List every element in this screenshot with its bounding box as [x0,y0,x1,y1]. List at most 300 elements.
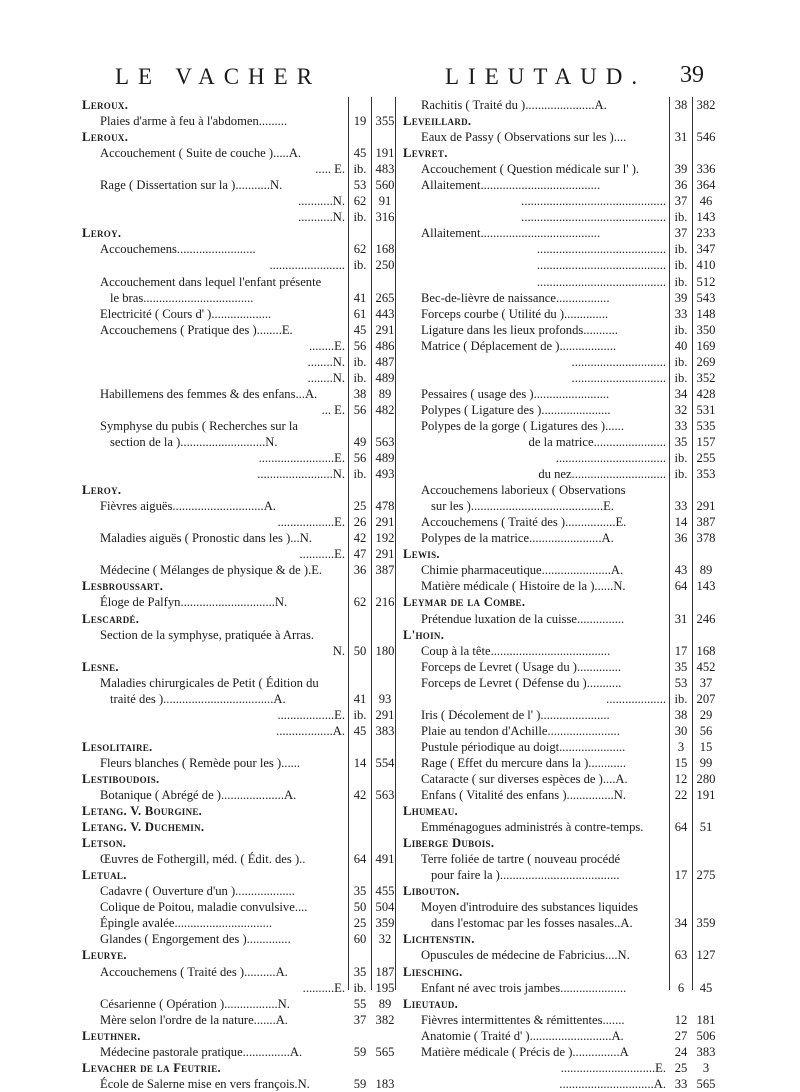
entry-page: 291 [375,547,395,562]
entry-tome: 27 [674,1028,688,1043]
entry-tome: 41 [353,691,367,706]
index-entry [403,611,719,627]
entry-title: Rage ( Effet du mercure dans la )............ [421,755,627,770]
index-entry [403,482,719,498]
entry-page: 168 [696,643,716,658]
entry-page: 192 [375,531,395,546]
entry-page: 483 [375,162,395,177]
index-entry [82,161,398,177]
entry-title: du nez.............................. [538,467,666,482]
index-entry [82,450,398,466]
entry-title: Coup à la tête...................................... [421,643,611,658]
entry-page: 531 [696,402,716,417]
entry-title: ........................ [269,258,345,273]
index-entry [403,851,719,867]
index-entry [403,562,719,578]
entry-page: 387 [696,515,716,530]
entry-title: section de la )...........................N. [110,434,278,449]
entry-title: Fleurs blanches ( Remède pour les )...... [100,755,301,770]
index-entry [82,274,398,290]
entry-title: sur les )..........................................E. [431,499,614,514]
entry-tome: 34 [674,916,688,931]
index-entry [82,354,398,370]
author-name: Lesolitaire. [82,739,153,754]
index-entry [82,193,398,209]
index-entry [82,306,398,322]
index-entry [82,257,398,273]
entry-title: le bras................................... [110,290,254,305]
entry-page: 387 [375,563,395,578]
index-entry [403,274,719,290]
entry-tome: 56 [353,402,367,417]
entry-tome: 64 [674,579,688,594]
entry-title: ...........N. [298,194,345,209]
author-name: Levacher de la Feutrie. [82,1060,221,1075]
entry-title: Césarienne ( Opération ).................N. [100,996,290,1011]
entry-page: 143 [696,579,716,594]
entry-tome: 56 [353,451,367,466]
index-entry [82,402,398,418]
entry-tome: 63 [674,948,688,963]
author-heading [82,578,398,594]
entry-tome: 33 [674,499,688,514]
entry-tome: 50 [353,900,367,915]
author-heading [403,627,719,643]
entry-tome: 33 [674,306,688,321]
index-entry [403,498,719,514]
entry-title: ........N. [307,354,345,369]
entry-tome: 40 [674,338,688,353]
entry-page: 512 [696,274,716,289]
entry-page: 546 [696,130,716,145]
entry-tome: 37 [674,194,688,209]
index-entry [82,338,398,354]
entry-title: ..............................E. [560,1060,666,1075]
entry-tome: 35 [353,884,367,899]
entry-page: 246 [696,611,716,626]
entry-tome: 36 [353,563,367,578]
author-heading [403,931,719,947]
entry-page: 491 [375,852,395,867]
entry-page: 378 [696,531,716,546]
entry-tome: 45 [353,322,367,337]
entry-tome: 26 [353,515,367,530]
entry-page: 89 [378,996,392,1011]
author-heading [82,482,398,498]
author-name: Libouton. [403,884,460,899]
index-entry [82,241,398,257]
entry-title: Prétendue luxation de la cuisse............... [421,611,625,626]
index-entry [82,931,398,947]
entry-page: 563 [375,788,395,803]
entry-page: 148 [696,306,716,321]
entry-title: Médecine pastorale pratique...............A. [100,1044,303,1059]
entry-page: 15 [699,739,713,754]
entry-tome: 62 [353,242,367,257]
entry-page: 99 [699,755,713,770]
author-heading [82,835,398,851]
entry-page: 291 [375,707,395,722]
entry-title: N. [332,643,345,658]
index-entry [403,739,719,755]
index-entry [82,562,398,578]
entry-tome: 6 [677,980,685,995]
entry-page: 535 [696,418,716,433]
author-heading [82,129,398,145]
index-entry [82,113,398,129]
entry-title: Emménagogues administrés à contre-temps. [421,820,644,835]
index-entry [403,771,719,787]
author-heading [82,97,398,113]
index-entry [82,1012,398,1028]
entry-tome: ib. [353,980,367,995]
author-heading [82,819,398,835]
entry-title: Accouchement ( Suite de couche ).....A. [100,146,302,161]
entry-page: 181 [696,1012,716,1027]
entry-page: 383 [375,723,395,738]
entry-title: Forceps de Levret ( Usage du ).............. [421,659,622,674]
entry-page: 291 [375,322,395,337]
entry-title: ......................................... [536,258,666,273]
entry-page: 410 [696,258,716,273]
entry-title: Forceps courbe ( Utilité du ).............. [421,306,609,321]
entry-page: 489 [375,370,395,385]
entry-tome: 33 [674,418,688,433]
entry-page: 506 [696,1028,716,1043]
author-name: Liberge Dubois. [403,836,495,851]
entry-title: dans l'estomac par les fosses nasales..A. [431,916,633,931]
entry-tome: 33 [674,1076,688,1091]
entry-tome: 39 [674,162,688,177]
entry-tome: 31 [674,611,688,626]
index-entry [82,322,398,338]
entry-tome: 14 [353,755,367,770]
entry-page: 45 [699,980,713,995]
entry-title: ................................... [555,451,666,466]
entry-title: Allaitement...................................... [421,178,601,193]
index-entry [403,450,719,466]
author-name: Leuthner. [82,1028,141,1043]
entry-tome: 41 [353,290,367,305]
entry-title: Rachitis ( Traité du )......................A. [421,98,607,112]
entry-tome: 39 [674,290,688,305]
entry-title: Ligature dans les lieux profonds........... [421,322,618,337]
entry-page: 352 [696,370,716,385]
index-entry [403,290,719,306]
index-entry [82,691,398,707]
author-heading [82,1028,398,1044]
index-entry [403,514,719,530]
index-entry [403,193,719,209]
author-heading [82,659,398,675]
index-entry [82,1076,398,1092]
entry-title: Accouchemens ( Pratique des )........E. [100,322,293,337]
entry-page: 93 [378,691,392,706]
entry-title: ..... E. [315,162,345,177]
author-name: Lichtenstin. [403,932,475,947]
author-heading [403,964,719,980]
index-entry [82,915,398,931]
entry-tome: 19 [353,114,367,129]
entry-title: ...........N. [298,210,345,225]
index-entry [403,354,719,370]
entry-title: Matière médicale ( Précis de )...............A [421,1044,629,1059]
entry-tome: ib. [353,162,367,177]
author-name: Liesching. [403,964,463,979]
running-head-left: LE VACHER [115,64,322,89]
entry-page: 183 [375,1076,395,1091]
entry-page: 336 [696,162,716,177]
index-entry [403,402,719,418]
entry-tome: 64 [353,852,367,867]
index-entry [403,787,719,803]
entry-tome: 3 [677,739,685,754]
index-entry [403,257,719,273]
index-entry [82,466,398,482]
index-entry [82,209,398,225]
index-entry [403,418,719,434]
entry-tome: 22 [674,788,688,803]
entry-title: ......................................... [536,242,666,257]
entry-tome: ib. [353,210,367,225]
entry-page: 347 [696,242,716,257]
entry-page: 89 [378,386,392,401]
author-heading [82,867,398,883]
entry-page: 195 [375,980,395,995]
author-name: Lesbroussart. [82,579,164,594]
index-entry [403,466,719,482]
index-entry [82,899,398,915]
index-entry [82,177,398,193]
entry-title: Cataracte ( sur diverses espèces de )....A. [421,771,628,786]
entry-tome: ib. [674,467,688,482]
index-entry [82,594,398,610]
entry-page: 265 [375,290,395,305]
author-heading [82,771,398,787]
index-entry [82,707,398,723]
entry-tome: 42 [353,788,367,803]
author-name: Leroy. [82,483,122,498]
author-name: Leurye. [82,948,127,963]
entry-tome: 37 [353,1012,367,1027]
entry-title: Polypes de la gorge ( Ligatures des )...... [421,418,624,433]
entry-title: Plaie au tendon d'Achille....................... [421,723,620,738]
index-entry [82,627,398,643]
entry-title: de la matrice....................... [528,434,666,449]
entry-title: Plaies d'arme à feu à l'abdomen......... [100,114,288,129]
entry-page: 291 [696,499,716,514]
entry-tome: 35 [353,964,367,979]
entry-tome: 42 [353,531,367,546]
entry-title: Médecine ( Mélanges de physique & de ).E. [100,563,323,578]
entry-title: Accouchemens......................... [100,242,256,257]
entry-page: 353 [696,467,716,482]
entry-page: 157 [696,434,716,449]
author-heading [82,739,398,755]
entry-page: 32 [378,932,392,947]
entry-title: Matrice ( Déplacement de ).................. [421,338,617,353]
entry-tome: ib. [674,370,688,385]
entry-tome: 45 [353,723,367,738]
entry-title: .............................. [571,370,666,385]
entry-page: 143 [696,210,716,225]
index-entry [403,386,719,402]
entry-title: Cadavre ( Ouverture d'un )................... [100,884,295,899]
index-entry [403,306,719,322]
author-heading [403,113,719,129]
author-heading [403,546,719,562]
entry-page: 560 [375,178,395,193]
entry-page: 382 [375,1012,395,1027]
entry-title: Iris ( Décolement de l' )...................... [421,707,610,722]
index-entry [82,675,398,691]
author-name: Leveillard. [403,114,472,129]
entry-title: Accouchement dans lequel l'enfant présente [100,274,322,289]
index-entry [403,1076,719,1092]
entry-page: 382 [696,98,716,112]
entry-title: Maladies chirurgicales de Petit ( Édition du [100,675,319,690]
index-entry [403,225,719,241]
entry-title: Bec-de-lièvre de naissance................. [421,290,610,305]
entry-page: 355 [375,114,395,129]
entry-title: Fièvres intermittentes & rémittentes....... [421,1012,625,1027]
entry-title: Fièvres aiguës.............................A. [100,499,276,514]
index-entry [82,643,398,659]
entry-title: Botanique ( Abrégé de )....................A. [100,788,297,803]
entry-page: 486 [375,338,395,353]
entry-page: 291 [375,515,395,530]
entry-title: Anatomie ( Traité d' )..........................A. [421,1028,624,1043]
entry-page: 554 [375,755,395,770]
entry-tome: ib. [353,707,367,722]
entry-tome: 61 [353,306,367,321]
index-entry [403,97,719,113]
entry-tome: 55 [353,996,367,1011]
index-entry [403,867,719,883]
index-entry [403,1028,719,1044]
author-name: Lewis. [403,547,440,562]
entry-title: Enfant né avec trois jambes..................... [421,980,627,995]
entry-tome: ib. [674,451,688,466]
index-column-right [403,97,719,1092]
entry-title: Forceps de Levret ( Défense du )........... [421,675,622,690]
entry-title: Accouchemens laborieux ( Observations [421,483,626,498]
entry-title: Épingle avalée............................... [100,916,273,931]
author-heading [403,883,719,899]
index-entry [82,434,398,450]
entry-tome: ib. [674,242,688,257]
entry-title: Pessaires ( usage des )........................ [421,386,610,401]
author-name: Lestiboudois. [82,771,160,786]
entry-title: Habillemens des femmes & des enfans...A. [100,386,318,401]
running-head-right: LIEUTAUD. [445,64,647,89]
index-entry [403,241,719,257]
entry-tome: 56 [353,338,367,353]
entry-tome: 64 [674,820,688,835]
entry-page: 29 [699,707,713,722]
index-entry [82,980,398,996]
entry-tome: 60 [353,932,367,947]
index-entry [403,707,719,723]
entry-tome: 50 [353,643,367,658]
entry-page: 127 [696,948,716,963]
entry-title: ... E. [321,402,345,417]
entry-title: Mère selon l'ordre de la nature.......A. [100,1012,288,1027]
index-entry [82,370,398,386]
index-entry [82,145,398,161]
index-entry [82,883,398,899]
index-entry [403,947,719,963]
author-name: Lescardé. [82,611,140,626]
author-heading [403,145,719,161]
index-entry [403,980,719,996]
index-entry [82,723,398,739]
entry-title: Allaitement...................................... [421,226,601,241]
entry-title: ..........E. [302,980,345,995]
entry-title: Rage ( Dissertation sur la )...........N. [100,178,283,193]
entry-title: traité des )...................................A. [110,691,286,706]
entry-title: ........N. [307,370,345,385]
author-heading [82,1060,398,1076]
entry-title: ................... [606,691,666,706]
entry-title: École de Salerne mise en vers françois.N. [100,1076,310,1091]
entry-page: 350 [696,322,716,337]
index-entry [403,530,719,546]
index-entry [403,1044,719,1060]
entry-title: pour faire la )...................................... [431,868,620,883]
entry-tome: 59 [353,1044,367,1059]
entry-title: Electricité ( Cours d' )................... [100,306,272,321]
index-entry [82,1044,398,1060]
entry-title: ...........E. [299,547,345,562]
entry-tome: 17 [674,868,688,883]
entry-tome: ib. [674,322,688,337]
author-heading [82,225,398,241]
author-name: Leymar de la Combe. [403,595,526,610]
entry-page: 487 [375,354,395,369]
entry-page: 168 [375,242,395,257]
index-entry [403,578,719,594]
index-entry [403,675,719,691]
index-entry [82,418,398,434]
entry-tome: 49 [353,434,367,449]
entry-title: .............................................. [521,210,666,225]
entry-tome: 38 [353,386,367,401]
entry-title: Polypes ( Ligature des )...................... [421,402,611,417]
entry-page: 233 [696,226,716,241]
index-entry [403,755,719,771]
entry-tome: 15 [674,755,688,770]
entry-page: 275 [696,868,716,883]
entry-page: 565 [696,1076,716,1091]
index-entry [82,386,398,402]
author-heading [403,803,719,819]
entry-page: 46 [699,194,713,209]
entry-page: 563 [375,434,395,449]
entry-tome: 14 [674,515,688,530]
author-heading [82,803,398,819]
entry-page: 543 [696,290,716,305]
author-name: Leroux. [82,98,129,112]
entry-title: ........................E. [258,451,345,466]
entry-title: ..............................A. [559,1076,666,1091]
entry-title: ........................N. [257,467,345,482]
entry-page: 255 [696,451,716,466]
entry-page: 504 [375,900,395,915]
entry-page: 478 [375,499,395,514]
index-entry [403,177,719,193]
entry-title: ......................................... [536,274,666,289]
